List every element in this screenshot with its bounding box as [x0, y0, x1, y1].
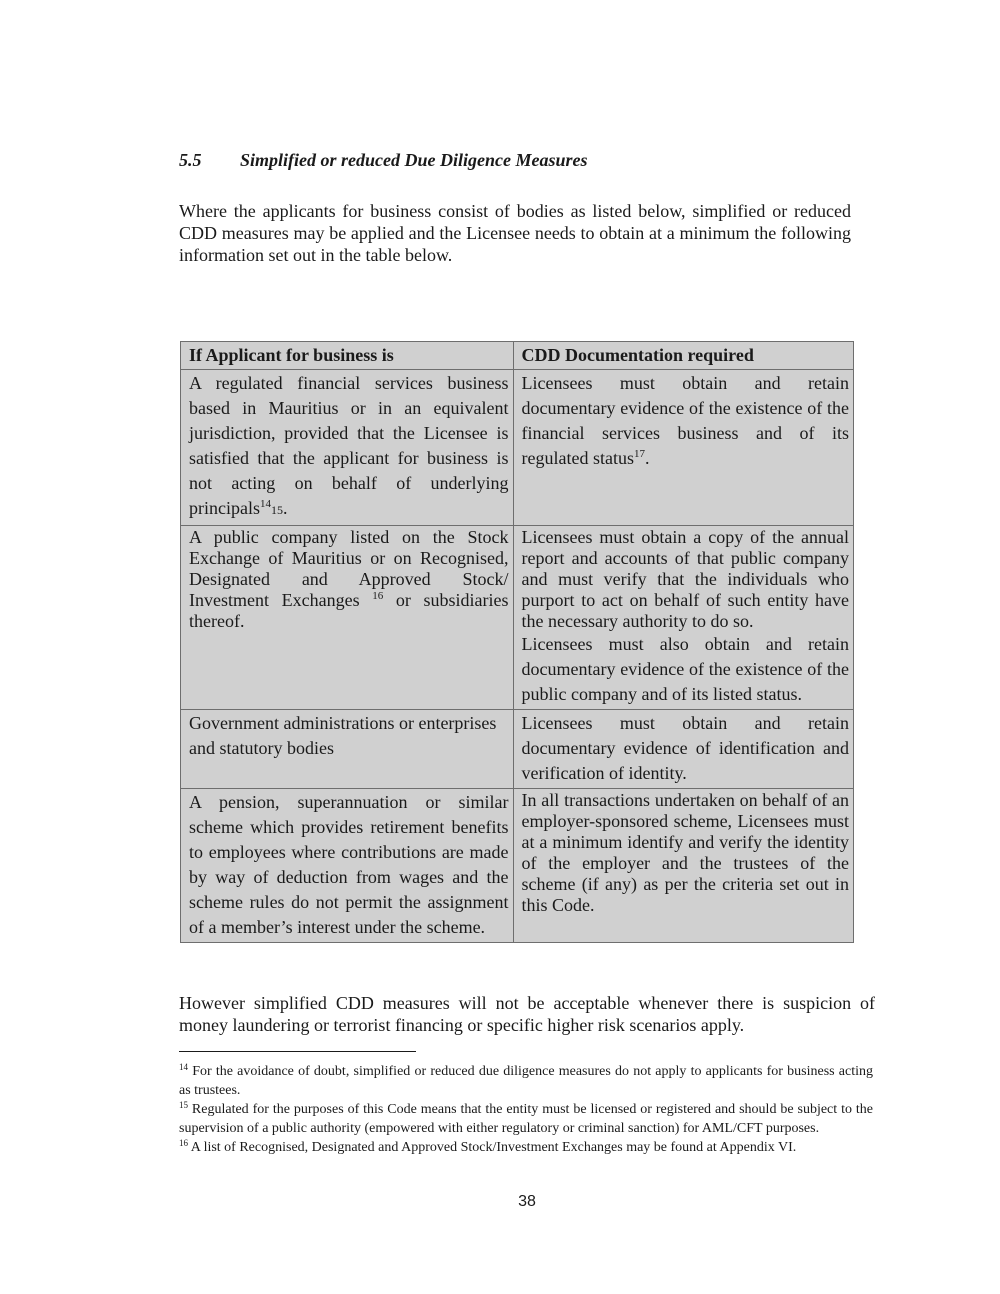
intro-paragraph: Where the applicants for business consist of bodies as listed below, simplified or reduced CDD measures may be applied and the Licensee needs to obtain at a minimum the following information set out in the table below. [179, 201, 851, 265]
applicant-cell: Government administrations or enterprises and statutory bodies [181, 710, 514, 789]
table-row [181, 526, 854, 710]
footnotes [179, 1062, 873, 1157]
applicant-cell: A pension, superannuation or similar scheme which provides retirement benefits to employees where contributions are made by way of deduction from wages and the scheme rules do not permit the assignment of a member’s interest under the scheme. [181, 789, 514, 943]
table-row [181, 710, 854, 789]
table-row [181, 370, 854, 526]
documentation-cell: In all transactions undertaken on behalf of an employer-sponsored scheme, Licensees must at a minimum identify and verify the identity of the employer and the trustees of the scheme (if any) as per the criteria set out in this Code. [513, 789, 854, 943]
closing-paragraph: However simplified CDD measures will not be acceptable whenever there is suspicion of money laundering or terrorist financing or specific higher risk scenarios apply. [179, 993, 875, 1035]
footnote-ref: 14 [259, 498, 271, 510]
footnote-ref: 16 [372, 590, 384, 602]
table-header-row [181, 342, 854, 370]
cdd-requirements-table [180, 341, 854, 943]
footnote-divider [179, 1051, 416, 1052]
section-heading [179, 150, 587, 171]
section-title: Simplified or reduced Due Diligence Measures [240, 150, 588, 170]
header-documentation: CDD Documentation required [513, 342, 854, 370]
documentation-cell: Licensees must obtain and retain documentary evidence of the existence of the financial services business and of its regulated status$^{17}$. [513, 370, 854, 526]
footnote: $^{14}$ For the avoidance of doubt, simplified or reduced due diligence measures do not apply to applicants for business acting as trustees. [179, 1062, 873, 1098]
section-number: 5.5 [179, 150, 202, 170]
footnote: $^{16}$ A list of Recognised, Designated and Approved Stock/Investment Exchanges may be found at Appendix VI. [179, 1138, 797, 1155]
documentation-cell: Licensees must obtain a copy of the annual report and accounts of that public company and must verify that the individuals who purport to act on behalf of such entity have the necessary authority to do so. Licensees must also obtain and retain documentary evidence of the existence of the public company and of its listed status. [513, 526, 854, 710]
footnote: $^{15}$ Regulated for the purposes of this Code means that the entity must be licensed or registered and should be subject to the supervision of a public authority (empowered with either regulatory or criminal sanction) for AML/CFT purposes. [179, 1100, 873, 1136]
footnote-ref: 15 [270, 503, 283, 517]
applicant-cell: A public company listed on the Stock Exchange of Mauritius or on Recognised, Designated and Approved Stock/ Investment Exchanges $^{16}$ or subsidiaries thereof. [181, 526, 514, 710]
table-row [181, 789, 854, 943]
applicant-cell: A regulated financial services business based in Mauritius or in an equivalent jurisdiction, provided that the Licensee is satisfied that the applicant for business is not acting on behalf of underlying principals$^{14}$15. [181, 370, 514, 526]
header-applicant: If Applicant for business is [181, 342, 514, 370]
documentation-cell: Licensees must obtain and retain documentary evidence of identification and verification of identity. [513, 710, 854, 789]
footnote-ref: 17 [633, 448, 645, 460]
page-number: 38 [518, 1193, 536, 1210]
